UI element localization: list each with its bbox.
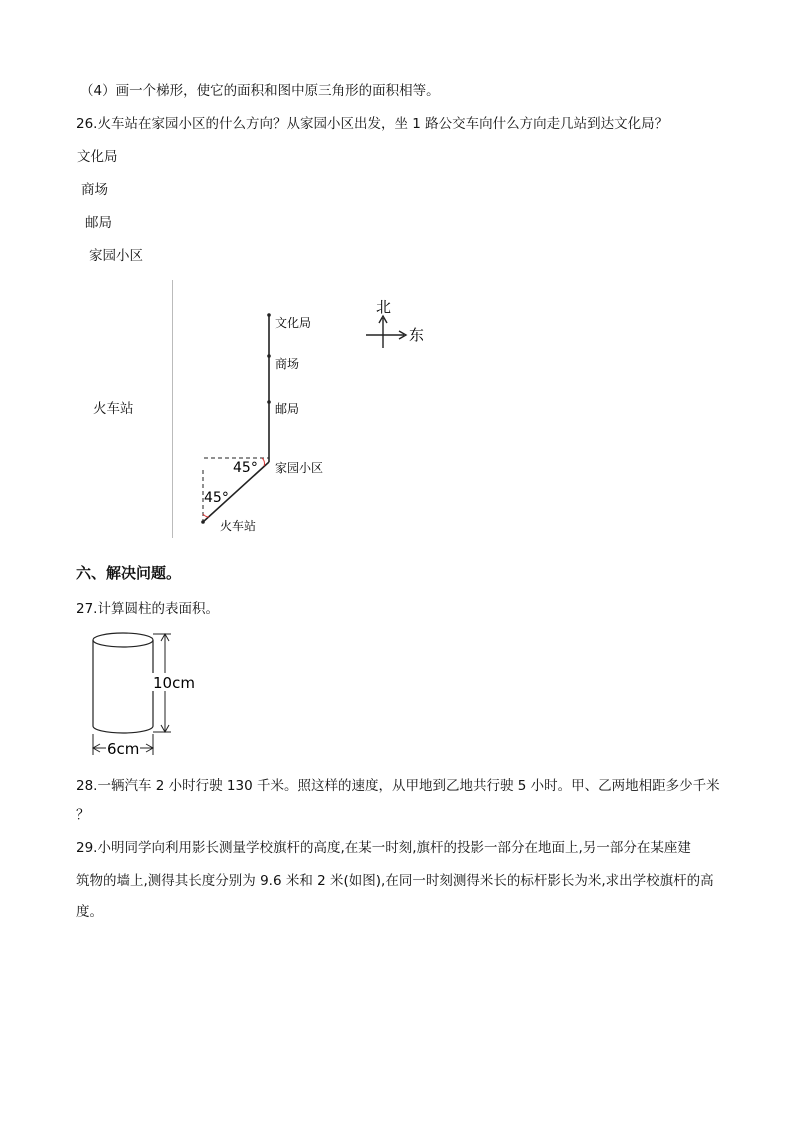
- angle-label: 45°: [204, 490, 229, 506]
- stop-label-youju: 邮局: [275, 402, 300, 416]
- angle-arc: [203, 514, 209, 517]
- cylinder-top: [93, 633, 153, 647]
- q27-question: 27.计算圆柱的表面积。: [76, 601, 219, 617]
- q26-list-item: 文化局: [77, 149, 118, 165]
- diameter-label: 6cm: [107, 740, 140, 758]
- q26-map-figure: [190, 290, 450, 540]
- stop-dot: [267, 400, 271, 404]
- stop-label-jiayuan: 家园小区: [275, 461, 324, 475]
- q29-line: 筑物的墙上,测得其长度分别为 9.6 米和 2 米(如图),在同一时刻测得米长的标杆影长为米,求出学校旗杆的高: [76, 873, 714, 889]
- q26-list-item: 商场: [81, 182, 108, 198]
- compass-icon: [366, 298, 424, 348]
- height-label: 10cm: [153, 674, 195, 692]
- section-6-title: 六、解决问题。: [76, 564, 182, 582]
- q26-list-item: 邮局: [85, 215, 112, 231]
- stop-label-shangchang: 商场: [275, 357, 300, 371]
- q29-line: 29.小明同学向利用影长测量学校旗杆的高度,在某一时刻,旗杆的投影一部分在地面上,另一部分在某座建: [76, 840, 691, 856]
- cylinder-bottom: [93, 726, 153, 733]
- compass-north-label: 北: [376, 298, 392, 316]
- station-dot: [201, 520, 205, 524]
- q26-station-label: 火车站: [93, 401, 134, 417]
- stop-dot: [267, 313, 271, 317]
- q29-line: 度。: [76, 904, 103, 920]
- stop-dot: [267, 354, 271, 358]
- compass-east-label: 东: [409, 326, 425, 344]
- cylinder-figure: [86, 630, 216, 760]
- table-divider: [172, 280, 173, 538]
- angle-arc: [262, 458, 265, 466]
- q28-line: 28.一辆汽车 2 小时行驶 130 千米。照这样的速度，从甲地到乙地共行驶 5 小时。甲、乙两地相距多少千米: [76, 778, 720, 794]
- q28-line: ？: [76, 807, 90, 823]
- q25-part4-text: （4）画一个梯形，使它的面积和图中原三角形的面积相等。: [80, 83, 440, 99]
- q26-list-item: 家园小区: [89, 248, 143, 264]
- q26-question: 26.火车站在家园小区的什么方向？从家园小区出发，坐 1 路公交车向什么方向走几站到达文化局？: [76, 116, 669, 132]
- stop-label-wenhuaju: 文化局: [275, 316, 312, 330]
- angle-label: 45°: [233, 460, 258, 476]
- station-label: 火车站: [220, 519, 257, 533]
